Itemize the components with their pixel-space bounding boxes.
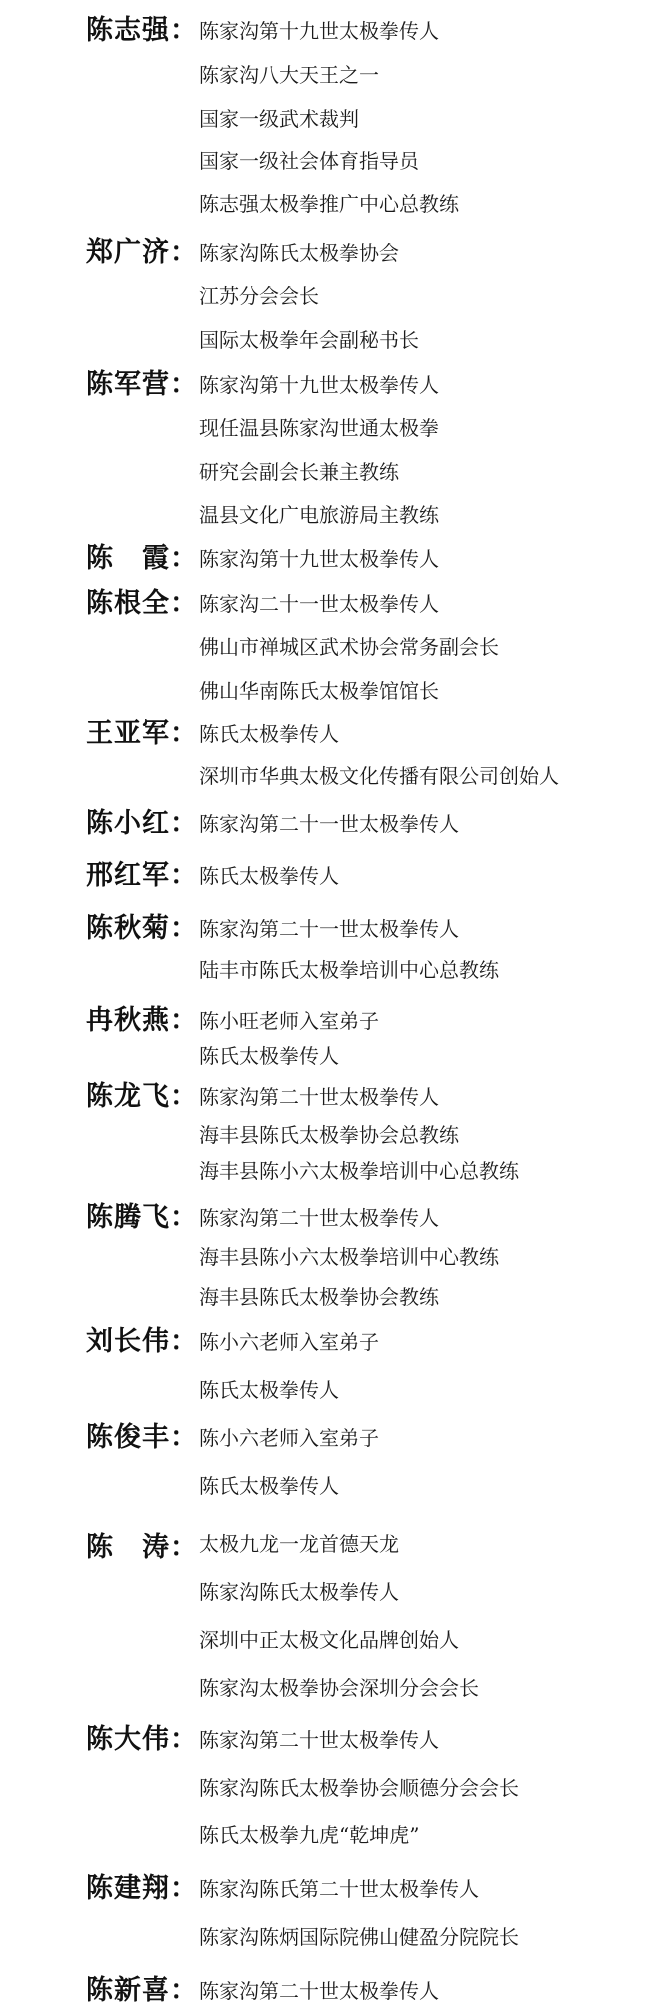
person-title-line: 陈家沟第二十世太极拳传人 — [199, 1085, 439, 1109]
person-title-line: 国际太极拳年会副秘书长 — [199, 328, 419, 352]
person-name: 冉秋燕： — [86, 1005, 198, 1036]
person-title-line: 陈家沟第十九世太极拳传人 — [199, 547, 439, 571]
person-title-line: 陈小旺老师入室弟子 — [199, 1009, 379, 1033]
person-title-line: 陈家沟二十一世太极拳传人 — [199, 592, 439, 616]
person-title-line: 陈家沟太极拳协会深圳分会会长 — [199, 1676, 479, 1700]
person-name: 陈志强： — [86, 15, 198, 46]
person-title-line: 陈家沟第二十世太极拳传人 — [199, 1206, 439, 1230]
person-title-line: 国家一级武术裁判 — [199, 107, 359, 131]
person-name: 邢红军： — [86, 860, 198, 891]
person-title-line: 海丰县陈氏太极拳协会总教练 — [199, 1123, 459, 1147]
person-name: 陈新喜： — [86, 1975, 198, 2006]
person-name: 陈军营： — [86, 369, 198, 400]
person-title-line: 佛山市禅城区武术协会常务副会长 — [199, 635, 499, 659]
person-title-line: 陈家沟八大天王之一 — [199, 63, 379, 87]
person-name: 陈 霞： — [86, 543, 198, 574]
person-title-line: 陈家沟陈氏第二十世太极拳传人 — [199, 1877, 479, 1901]
person-name: 陈秋菊： — [86, 913, 198, 944]
person-title-line: 深圳市华典太极文化传播有限公司创始人 — [199, 764, 559, 788]
person-title-line: 现任温县陈家沟世通太极拳 — [199, 416, 439, 440]
person-title-line: 陈氏太极拳传人 — [199, 722, 339, 746]
person-name: 刘长伟： — [86, 1326, 198, 1357]
person-title-line: 陈小六老师入室弟子 — [199, 1426, 379, 1450]
person-title-line: 陈家沟第二十一世太极拳传人 — [199, 917, 459, 941]
person-name: 陈小红： — [86, 808, 198, 839]
person-title-line: 陈家沟第二十世太极拳传人 — [199, 1728, 439, 1752]
person-title-line: 陈氏太极拳九虎“乾坤虎” — [199, 1823, 420, 1847]
person-title-line: 深圳中正太极文化品牌创始人 — [199, 1628, 459, 1652]
person-title-line: 陈家沟陈炳国际院佛山健盈分院院长 — [199, 1925, 519, 1949]
person-title-line: 陈家沟第十九世太极拳传人 — [199, 373, 439, 397]
person-title-line: 陈家沟第二十一世太极拳传人 — [199, 812, 459, 836]
person-name: 陈根全： — [86, 588, 198, 619]
person-title-line: 国家一级社会体育指导员 — [199, 149, 419, 173]
person-title-line: 陈家沟陈氏太极拳传人 — [199, 1580, 399, 1604]
person-title-line: 海丰县陈小六太极拳培训中心教练 — [199, 1245, 499, 1269]
person-name: 陈腾飞： — [86, 1202, 198, 1233]
person-name: 陈建翔： — [86, 1873, 198, 1904]
person-name: 郑广济： — [86, 237, 198, 268]
person-name: 陈俊丰： — [86, 1422, 198, 1453]
person-title-line: 陈氏太极拳传人 — [199, 864, 339, 888]
person-title-line: 陈氏太极拳传人 — [199, 1474, 339, 1498]
person-title-line: 江苏分会会长 — [199, 284, 319, 308]
person-title-line: 陈小六老师入室弟子 — [199, 1330, 379, 1354]
person-title-line: 陈家沟陈氏太极拳协会顺德分会会长 — [199, 1776, 519, 1800]
person-name: 陈龙飞： — [86, 1081, 198, 1112]
person-title-line: 陈家沟第二十世太极拳传人 — [199, 1979, 439, 2003]
person-title-line: 佛山华南陈氏太极拳馆馆长 — [199, 679, 439, 703]
person-title-line: 海丰县陈小六太极拳培训中心总教练 — [199, 1159, 519, 1183]
person-title-line: 海丰县陈氏太极拳协会教练 — [199, 1285, 439, 1309]
person-title-line: 陈氏太极拳传人 — [199, 1378, 339, 1402]
person-title-line: 陈家沟陈氏太极拳协会 — [199, 241, 399, 265]
person-title-line: 太极九龙一龙首德天龙 — [199, 1532, 399, 1556]
person-title-line: 温县文化广电旅游局主教练 — [199, 503, 439, 527]
person-title-line: 陈家沟第十九世太极拳传人 — [199, 19, 439, 43]
person-name: 王亚军： — [86, 718, 198, 749]
person-title-line: 陈氏太极拳传人 — [199, 1044, 339, 1068]
person-title-line: 陈志强太极拳推广中心总教练 — [199, 192, 459, 216]
person-title-line: 研究会副会长兼主教练 — [199, 460, 399, 484]
person-name: 陈大伟： — [86, 1724, 198, 1755]
person-title-line: 陆丰市陈氏太极拳培训中心总教练 — [199, 958, 499, 982]
person-name: 陈 涛： — [86, 1532, 198, 1563]
